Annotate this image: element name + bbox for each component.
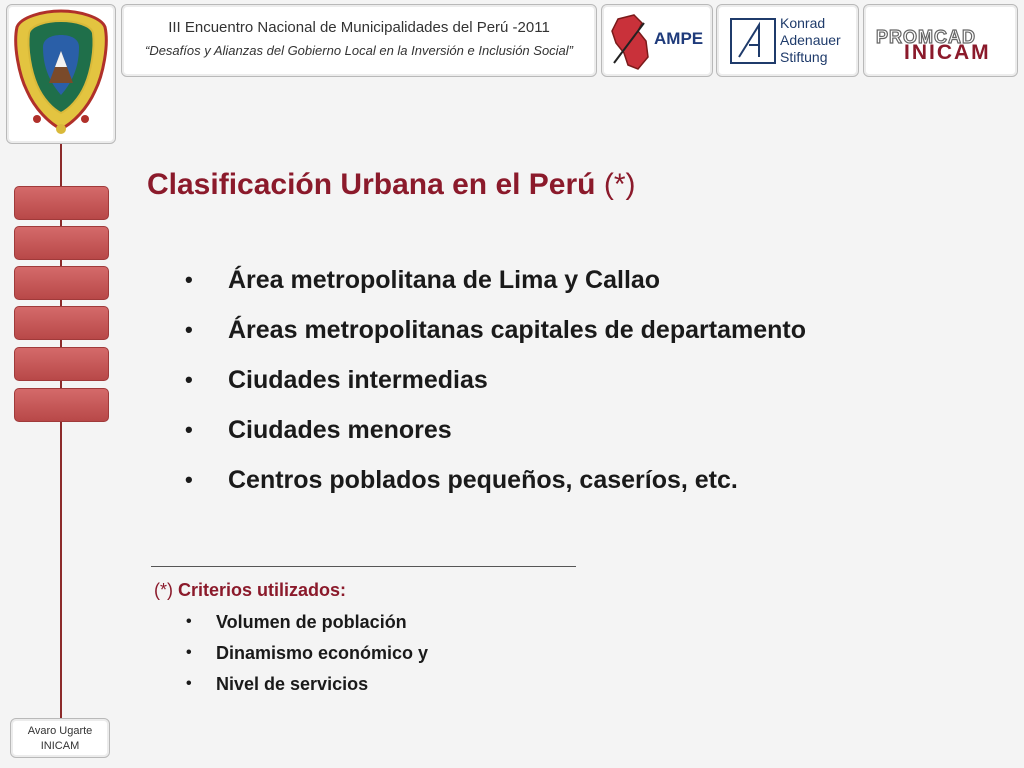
crest-logo-box (6, 4, 116, 144)
footnote-divider (151, 566, 576, 567)
slide-title-text: Clasificación Urbana en el Perú (147, 168, 596, 201)
peru-map-icon (608, 13, 658, 73)
ka-line-2: Adenauer (780, 32, 841, 48)
list-item-text: Dinamismo económico y (216, 643, 429, 663)
criteria-list (186, 607, 428, 700)
slide-title-suffix: (*) (603, 168, 636, 201)
promcad-inicam-wordmark (866, 7, 1016, 77)
bullet-icon: • (186, 675, 192, 692)
list-item-text: Volumen de población (216, 612, 407, 632)
ka-line-1: Konrad (780, 15, 826, 31)
list-item (186, 669, 428, 700)
nav-button-6[interactable] (14, 388, 109, 422)
author-name: Avaro Ugarte (27, 725, 93, 737)
bullet-icon: • (185, 417, 193, 442)
inicam-logo (863, 4, 1018, 77)
list-item (186, 607, 428, 638)
slide-title (147, 168, 636, 202)
inicam-text: INICAM (904, 41, 991, 64)
criteria-title-text: Criterios utilizados: (178, 580, 347, 600)
criteria-heading (154, 580, 346, 601)
list-item (185, 408, 806, 458)
nav-button-1[interactable] (14, 186, 109, 220)
classification-list (185, 258, 806, 508)
bullet-icon: • (185, 267, 193, 292)
bullet-icon: • (185, 317, 193, 342)
list-item-text: Ciudades menores (228, 416, 452, 444)
list-item (185, 358, 806, 408)
event-subtitle: “Desafíos y Alianzas del Gobierno Local en la Inversión e Inclusión Social” (144, 43, 574, 58)
list-item (185, 458, 806, 508)
ka-text (780, 15, 841, 66)
list-item-text: Áreas metropolitanas capitales de departamento (228, 316, 806, 344)
list-item-text: Centros poblados pequeños, caseríos, etc. (228, 466, 738, 494)
bullet-icon: • (185, 467, 193, 492)
ampe-logo (601, 4, 713, 77)
nav-button-4[interactable] (14, 306, 109, 340)
event-title: III Encuentro Nacional de Municipalidades del Perú -2011 (168, 19, 550, 36)
nav-button-3[interactable] (14, 266, 109, 300)
bullet-icon: • (185, 367, 193, 392)
ka-mark-icon (729, 17, 777, 65)
author-org: INICAM (40, 740, 80, 752)
list-item-text: Área metropolitana de Lima y Callao (228, 266, 661, 294)
event-header (121, 4, 597, 77)
list-item (185, 258, 806, 308)
list-item-text: Nivel de servicios (216, 674, 369, 694)
ampe-label: AMPE (654, 29, 704, 48)
bullet-icon: • (186, 613, 192, 630)
konrad-adenauer-logo (716, 4, 859, 77)
list-item (185, 308, 806, 358)
criteria-prefix: (*) (154, 580, 173, 600)
bullet-icon: • (186, 644, 192, 661)
ka-line-3: Stiftung (780, 49, 828, 65)
nav-button-5[interactable] (14, 347, 109, 381)
list-item-text: Ciudades intermedias (228, 366, 488, 394)
author-box (10, 718, 110, 758)
nav-button-2[interactable] (14, 226, 109, 260)
municipal-crest-icon (7, 5, 115, 143)
promcad-text: PROMCAD (876, 27, 976, 47)
list-item (186, 638, 428, 669)
